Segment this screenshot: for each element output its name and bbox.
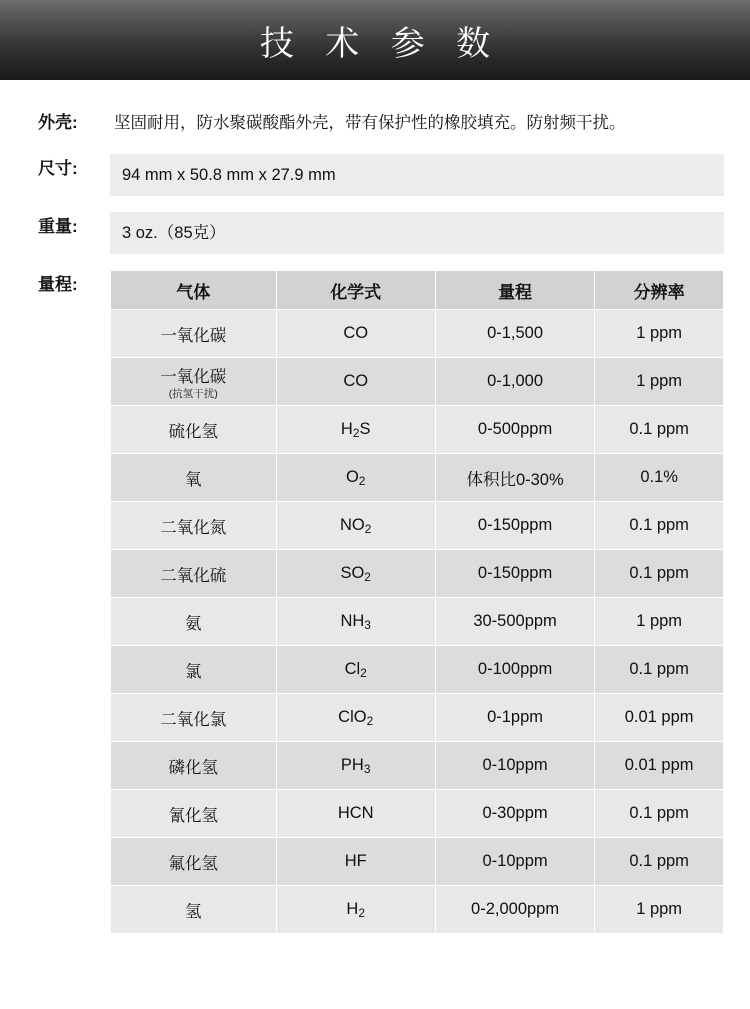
cell-gas: 氟化氢 [111, 838, 277, 886]
cell-gas: 氧 [111, 454, 277, 502]
table-row [111, 694, 724, 742]
table-row [111, 358, 724, 406]
spec-value-shell: 坚固耐用，防水聚碳酸酯外壳，带有保护性的橡胶填充。防射频干扰。 [114, 114, 626, 132]
cell-formula: $PH_3$ [276, 742, 435, 790]
spec-label-weight: 重量: [38, 217, 78, 236]
table-header-formula: 化学式 [276, 271, 435, 310]
table-row [111, 838, 724, 886]
table-row [111, 502, 724, 550]
spec-row-weight [38, 212, 724, 254]
cell-range: 0-1,000 [435, 358, 594, 406]
table-header-gas: 气体 [111, 271, 277, 310]
cell-resolution: 0.1 ppm [595, 502, 724, 550]
cell-formula: HF [276, 838, 435, 886]
page-banner [0, 0, 750, 80]
cell-resolution: 0.1 ppm [595, 550, 724, 598]
cell-range: 0-150ppm [435, 502, 594, 550]
cell-gas: 氨 [111, 598, 277, 646]
cell-range: 0-500ppm [435, 406, 594, 454]
cell-formula: $H_2$ [276, 886, 435, 934]
cell-formula: $Cl_2$ [276, 646, 435, 694]
cell-resolution: 0.1 ppm [595, 790, 724, 838]
cell-resolution: 0.1 ppm [595, 646, 724, 694]
cell-formula: $H_2S$ [276, 406, 435, 454]
table-row [111, 790, 724, 838]
cell-resolution: 0.1% [595, 454, 724, 502]
cell-formula: CO [276, 310, 435, 358]
table-header-range: 量程 [435, 271, 594, 310]
cell-gas-note: (抗氢干扰) [168, 388, 218, 400]
cell-gas: 二氧化硫 [111, 550, 277, 598]
cell-resolution: 1 ppm [595, 598, 724, 646]
cell-range: 0-100ppm [435, 646, 594, 694]
cell-range: 体积比0-30% [435, 454, 594, 502]
table-header-row [111, 271, 724, 310]
cell-gas: 二氧化氮 [111, 502, 277, 550]
cell-resolution: 1 ppm [595, 310, 724, 358]
cell-gas: 二氧化氯 [111, 694, 277, 742]
cell-formula: $SO_2$ [276, 550, 435, 598]
spec-row-range [38, 270, 724, 934]
cell-resolution: 0.1 ppm [595, 838, 724, 886]
cell-gas: 一氧化碳 [111, 310, 277, 358]
spec-label-size: 尺寸: [38, 159, 78, 178]
cell-gas: 磷化氢 [111, 742, 277, 790]
cell-gas: 硫化氢 [111, 406, 277, 454]
cell-formula: HCN [276, 790, 435, 838]
table-row [111, 550, 724, 598]
table-row [111, 598, 724, 646]
spec-value-size: 94 mm x 50.8 mm x 27.9 mm [110, 154, 724, 196]
cell-formula: ClO$_2$ [276, 694, 435, 742]
cell-formula: $O_2$ [276, 454, 435, 502]
cell-resolution: 1 ppm [595, 886, 724, 934]
cell-gas: 氢 [111, 886, 277, 934]
spec-row-size [38, 154, 724, 196]
spec-row-shell [38, 108, 724, 138]
gas-range-table [110, 270, 724, 934]
cell-gas: 一氧化碳 (抗氢干扰) [111, 358, 277, 406]
cell-range: 0-1ppm [435, 694, 594, 742]
cell-range: 0-1,500 [435, 310, 594, 358]
cell-formula: $NO_2$ [276, 502, 435, 550]
table-row [111, 886, 724, 934]
table-row [111, 454, 724, 502]
table-header-resolution: 分辨率 [595, 271, 724, 310]
cell-range: 0-150ppm [435, 550, 594, 598]
cell-resolution: 0.1 ppm [595, 406, 724, 454]
cell-formula: CO [276, 358, 435, 406]
cell-gas: 氰化氢 [111, 790, 277, 838]
cell-gas: 氯 [111, 646, 277, 694]
spec-content [0, 80, 750, 934]
cell-range: 0-10ppm [435, 838, 594, 886]
cell-range: 0-10ppm [435, 742, 594, 790]
table-row [111, 310, 724, 358]
cell-resolution: 0.01 ppm [595, 742, 724, 790]
spec-label-range: 量程: [38, 275, 78, 294]
cell-range: 0-2,000ppm [435, 886, 594, 934]
cell-range: 30-500ppm [435, 598, 594, 646]
gas-range-table-wrap [110, 270, 724, 934]
table-row [111, 742, 724, 790]
table-row [111, 646, 724, 694]
cell-resolution: 1 ppm [595, 358, 724, 406]
cell-resolution: 0.01 ppm [595, 694, 724, 742]
spec-label-shell: 外壳: [38, 113, 78, 132]
cell-range: 0-30ppm [435, 790, 594, 838]
spec-value-weight: 3 oz.（85克） [110, 212, 724, 254]
cell-formula: $NH_3$ [276, 598, 435, 646]
table-row [111, 406, 724, 454]
table-head [111, 271, 724, 310]
table-body [111, 310, 724, 934]
page-title: 技 术 参 数 [259, 24, 502, 63]
